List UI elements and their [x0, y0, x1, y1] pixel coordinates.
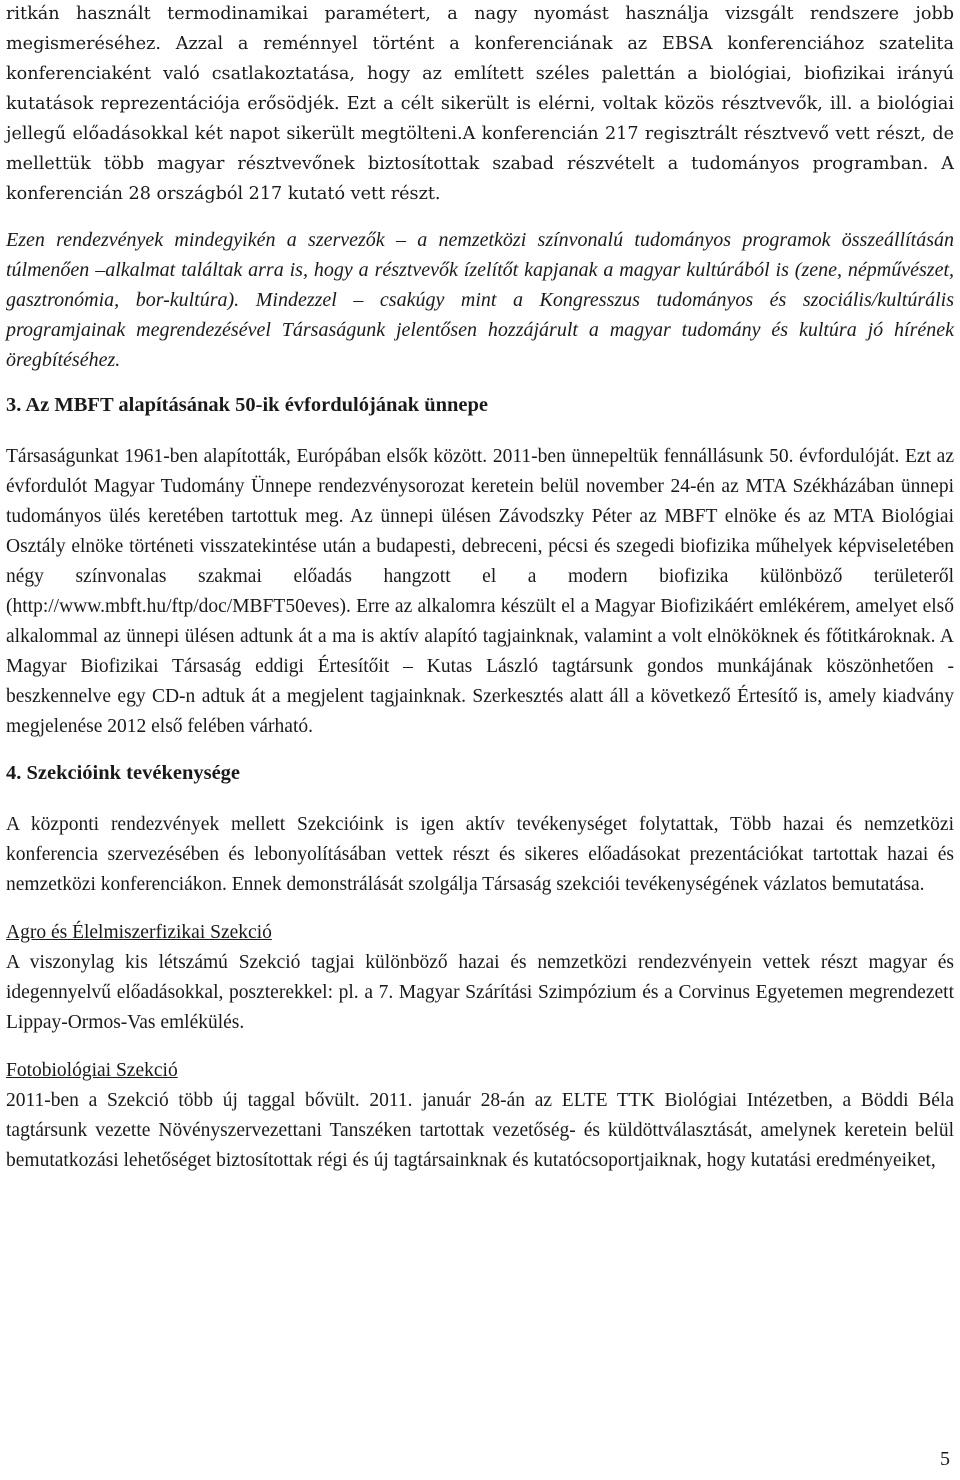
italic-paragraph: Ezen rendezvények mindegyikén a szervezők – a nemzetközi színvonalú tudományos programok összeállításán túlmenően –alkalmat találtak arra is, hogy a résztvevők ízelítőt kapjanak a magyar kultúrából is (zene, népművészet, gasztronómia, bor-kultúra). Mindezzel – csakúgy mint a Kongresszus tudományos és szociális/kultúrális programjainak megrendezésével Társaságunk jelentősen hozzájárult a magyar tudomány és kultúra jó hírének öregbítéséhez.	[6, 229, 954, 371]
subsection-foto-paragraph: 2011-ben a Szekció több új taggal bővült. 2011. január 28-án az ELTE TTK Biológiai Intézetben, a Böddi Béla tagtársunk vezette Növényszervezettani Tanszéken tartottak vezetőség- és küldöttválasztását, amelynek keretein belül bemutatkozási lehetőséget biztosítottak régi és új tagtársainknak és kutatócsoportjaiknak, hogy kutatási eredményeiket,	[6, 1090, 954, 1171]
subsection-foto-heading: Fotobiológiai Szekció	[6, 1060, 178, 1081]
subsection-agro-heading: Agro és Élelmiszerfizikai Szekció	[6, 922, 272, 943]
section-3-paragraph: Társaságunkat 1961-ben alapították, Európában elsők között. 2011-ben ünnepeltük fennállásunk 50. évfordulóját. Ezt az évfordulót Magyar Tudomány Ünnepe rendezvénysorozat keretein belül november 24-én az MTA Székházában ünnepi tudományos ülés keretében tartottuk meg. Az ünnepi ülésen Závodszky Péter az MBFT elnöke és az MTA Biológiai Osztály elnöke történeti visszatekintése után a budapesti, debreceni, pécsi és szegedi biofizika műhelyek képviseletében négy színvonalas szakmai előadás hangzott el a modern biofizika különböző területeről (http://www.mbft.hu/ftp/doc/MBFT50eves). Erre az alkalomra készült el a Magyar Biofizikáért emlékérem, amelyet első alkalommal az ünnepi ülésen adtunk át a ma is aktív alapító tagjainknak, valamint a volt elnököknek és főtitkároknak. A Magyar Biofizikai Társaság eddigi Értesítőit – Kutas László tagtársunk gondos munkájának köszönhetően - beszkennelve egy CD-n adtuk át a megjelent tagjainknak. Szerkesztés alatt áll a következő Értesítő is, amely kiadvány megjelenése 2012 első felében várható.	[6, 446, 954, 737]
section-3-heading: 3. Az MBFT alapításának 50-ik évfordulójának ünnepe	[6, 394, 489, 416]
subsection-agro-paragraph: A viszonylag kis létszámú Szekció tagjai különböző hazai és nemzetközi rendezvényein vettek részt magyar és idegennyelvű előadásokkal, poszterekkel: pl. a 7. Magyar Szárítási Szimpózium és a Corvinus Egyetemen megrendezett Lippay-Ormos-Vas emlékülés.	[6, 952, 954, 1033]
section-4-paragraph: A központi rendezvények mellett Szekcióink is igen aktív tevékenységet folytattak, Több hazai és nemzetközi konferencia szervezésében és lebonyolításában vettek részt és sikeres előadásokat prezentációkat tartottak hazai és nemzetközi konferenciákon. Ennek demonstrálását szolgálja Társaság szekciói tevékenységének vázlatos bemutatása.	[6, 814, 954, 895]
section-4-heading: 4. Szekcióink tevékenysége	[6, 762, 241, 784]
page-number: 5	[940, 1448, 950, 1470]
intro-paragraph: ritkán használt termodinamikai paramétert, a nagy nyomást használja vizsgált rendszere jobb megismeréséhez. Azzal a reménnyel történt a konferenciának az EBSA konferenciához szatelita konferenciaként való csatlakoztatása, hogy az említett széles palettán a biológiai, biofizikai irányú kutatások reprezentációja erősödjék. Ezt a célt sikerült is elérni, voltak közös résztvevők, ill. a biológiai jellegű előadásokkal két napot sikerült megtölteni.A konferencián 217 regisztrált résztvevő vett részt, de mellettük több magyar résztvevőnek biztosítottak szabad részvételt a tudományos programban. A konferencián 28 országból 217 kutató vett részt.	[6, 4, 954, 204]
document-page	[6, 0, 954, 1176]
